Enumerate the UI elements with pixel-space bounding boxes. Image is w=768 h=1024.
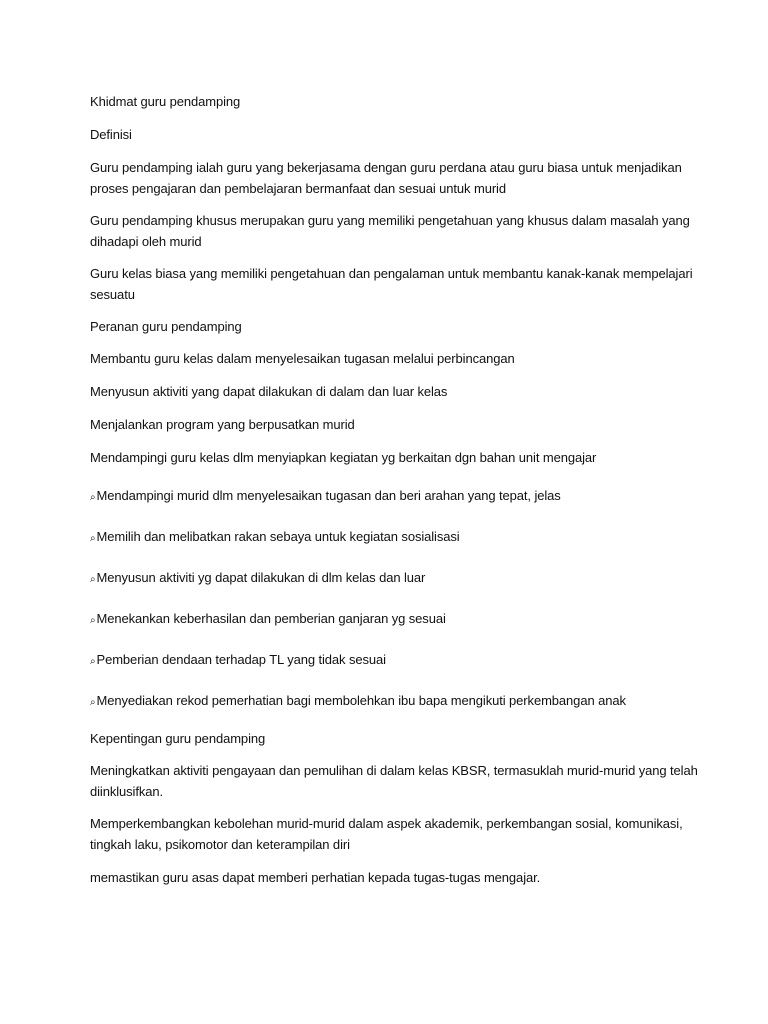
bullet-item — [90, 526, 700, 549]
bullet-item-text: Mendampingi murid dlm menyelesaikan tugasan dan beri arahan yang tepat, jelas — [96, 488, 561, 503]
definisi-paragraph-1: Guru pendamping ialah guru yang bekerjasama dengan guru perdana atau guru biasa untuk menjadikan proses pengajaran dan pembelajaran bermanfaat dan sesuai untuk murid — [90, 160, 682, 196]
search-icon: ⌕ — [90, 697, 96, 708]
search-icon: ⌕ — [90, 656, 96, 667]
document-title: Khidmat guru pendamping — [90, 94, 241, 109]
bullet-item-text: Menyediakan rekod pemerhatian bagi membolehkan ibu bapa mengikuti perkembangan anak — [96, 693, 626, 708]
bullet-item — [90, 567, 700, 590]
bullet-item-text: Menyusun aktiviti yg dapat dilakukan di dlm kelas dan luar — [96, 570, 426, 585]
bullet-item — [90, 608, 700, 631]
definisi-paragraph-2: Guru pendamping khusus merupakan guru yang memiliki pengetahuan yang khusus dalam masalah yang dihadapi oleh murid — [90, 213, 690, 249]
kepentingan-paragraph-1: Meningkatkan aktiviti pengayaan dan pemulihan di dalam kelas KBSR, termasuklah murid-murid yang telah diinklusifkan. — [90, 763, 698, 799]
bullet-item-text: Menekankan keberhasilan dan pemberian ganjaran yg sesuai — [96, 611, 446, 626]
bullet-item-text: Pemberian dendaan terhadap TL yang tidak sesuai — [96, 652, 386, 667]
peranan-item-2: Menyusun aktiviti yang dapat dilakukan di dalam dan luar kelas — [90, 384, 448, 399]
kepentingan-heading: Kepentingan guru pendamping — [90, 731, 266, 746]
bullet-item — [90, 690, 700, 713]
search-icon: ⌕ — [90, 533, 96, 544]
bullet-item — [90, 649, 700, 672]
search-icon: ⌕ — [90, 574, 96, 585]
kepentingan-paragraph-2: Memperkembangkan kebolehan murid-murid dalam aspek akademik, perkembangan sosial, komunikasi, tingkah laku, psikomotor dan keterampilan diri — [90, 816, 683, 852]
definisi-heading: Definisi — [90, 127, 132, 142]
peranan-item-4: Mendampingi guru kelas dlm menyiapkan kegiatan yg berkaitan dgn bahan unit mengajar — [90, 450, 597, 465]
bullet-item — [90, 485, 700, 508]
search-icon: ⌕ — [90, 615, 96, 626]
search-icon: ⌕ — [90, 492, 96, 503]
bullet-item-text: Memilih dan melibatkan rakan sebaya untuk kegiatan sosialisasi — [96, 529, 460, 544]
definisi-paragraph-3: Guru kelas biasa yang memiliki pengetahuan dan pengalaman untuk membantu kanak-kanak mempelajari sesuatu — [90, 266, 693, 302]
peranan-heading: Peranan guru pendamping — [90, 319, 242, 334]
peranan-item-3: Menjalankan program yang berpusatkan murid — [90, 417, 355, 432]
kepentingan-paragraph-3: memastikan guru asas dapat memberi perhatian kepada tugas-tugas mengajar. — [90, 870, 541, 885]
peranan-item-1: Membantu guru kelas dalam menyelesaikan tugasan melalui perbincangan — [90, 351, 515, 366]
